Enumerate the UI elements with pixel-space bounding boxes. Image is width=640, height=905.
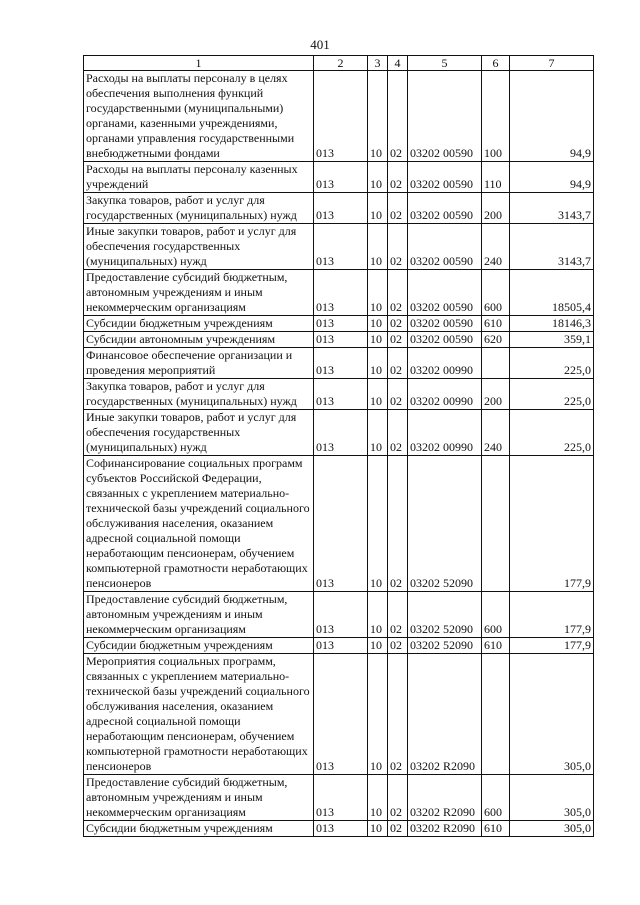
table-row [84,316,594,332]
row-csr-cell: 03202 00590 [408,224,482,270]
row-csr-cell: 03202 00590 [408,270,482,316]
row-ved-cell: 013 [314,348,368,379]
row-sum-cell: 94,9 [510,71,594,162]
row-ved-cell: 013 [314,775,368,821]
row-pr-cell: 02 [388,348,408,379]
row-csr-cell: 03202 R2090 [408,821,482,837]
row-ved-cell: 013 [314,270,368,316]
table-row [84,71,594,162]
row-name-cell: Субсидии бюджетным учреждениям [84,638,314,654]
row-sum-cell: 94,9 [510,162,594,193]
row-rz-cell: 10 [368,162,388,193]
row-vr-cell: 240 [482,224,510,270]
row-sum-cell: 225,0 [510,410,594,456]
row-rz-cell: 10 [368,410,388,456]
row-rz-cell: 10 [368,71,388,162]
row-name-cell: Финансовое обеспечение организации и проведения мероприятий [84,348,314,379]
row-vr-cell: 620 [482,332,510,348]
row-vr-cell [482,654,510,775]
row-rz-cell: 10 [368,193,388,224]
row-name-cell: Субсидии бюджетным учреждениям [84,316,314,332]
row-name-cell: Закупка товаров, работ и услуг для государственных (муниципальных) нужд [84,379,314,410]
row-vr-cell: 610 [482,316,510,332]
table-row [84,193,594,224]
row-name-cell: Иные закупки товаров, работ и услуг для обеспечения государственных (муниципальных) нужд [84,410,314,456]
row-ved-cell: 013 [314,456,368,592]
budget-table [83,55,594,837]
row-csr-cell: 03202 R2090 [408,654,482,775]
row-vr-cell: 610 [482,821,510,837]
row-sum-cell: 177,9 [510,456,594,592]
row-sum-cell: 177,9 [510,638,594,654]
row-rz-cell: 10 [368,638,388,654]
row-name-cell: Предоставление субсидий бюджетным, автономным учреждениям и иным некоммерческим организациям [84,775,314,821]
table-row [84,348,594,379]
column-header: 5 [408,56,482,71]
row-csr-cell: 03202 R2090 [408,775,482,821]
row-name-cell: Субсидии бюджетным учреждениям [84,821,314,837]
row-sum-cell: 305,0 [510,775,594,821]
row-sum-cell: 225,0 [510,348,594,379]
row-rz-cell: 10 [368,332,388,348]
row-ved-cell: 013 [314,332,368,348]
row-sum-cell: 177,9 [510,592,594,638]
row-csr-cell: 03202 52090 [408,592,482,638]
row-vr-cell: 200 [482,379,510,410]
table-row [84,821,594,837]
row-name-cell: Предоставление субсидий бюджетным, автономным учреждениям и иным некоммерческим организациям [84,592,314,638]
table-row [84,270,594,316]
row-name-cell: Закупка товаров, работ и услуг для государственных (муниципальных) нужд [84,193,314,224]
row-vr-cell: 110 [482,162,510,193]
row-vr-cell: 200 [482,193,510,224]
row-pr-cell: 02 [388,162,408,193]
column-header: 7 [510,56,594,71]
row-vr-cell: 240 [482,410,510,456]
row-vr-cell: 600 [482,592,510,638]
row-sum-cell: 3143,7 [510,193,594,224]
table-header-row [84,56,594,71]
column-header: 3 [368,56,388,71]
row-ved-cell: 013 [314,316,368,332]
row-sum-cell: 18505,4 [510,270,594,316]
row-pr-cell: 02 [388,410,408,456]
row-pr-cell: 02 [388,316,408,332]
table-row [84,332,594,348]
row-name-cell: Предоставление субсидий бюджетным, автономным учреждениям и иным некоммерческим организациям [84,270,314,316]
row-pr-cell: 02 [388,456,408,592]
row-rz-cell: 10 [368,775,388,821]
row-pr-cell: 02 [388,654,408,775]
row-vr-cell: 600 [482,270,510,316]
row-pr-cell: 02 [388,592,408,638]
row-csr-cell: 03202 52090 [408,638,482,654]
row-sum-cell: 359,1 [510,332,594,348]
column-header: 2 [314,56,368,71]
row-name-cell: Расходы на выплаты персоналу казенных учреждений [84,162,314,193]
row-csr-cell: 03202 00590 [408,316,482,332]
column-header: 4 [388,56,408,71]
row-pr-cell: 02 [388,638,408,654]
row-name-cell: Расходы на выплаты персоналу в целях обеспечения выполнения функций государственными (муниципальными) органами, казенными учреждениями, органами управления государственными внебюджетными фондами [84,71,314,162]
row-rz-cell: 10 [368,592,388,638]
row-vr-cell: 100 [482,71,510,162]
row-pr-cell: 02 [388,224,408,270]
row-sum-cell: 305,0 [510,654,594,775]
row-csr-cell: 03202 00990 [408,379,482,410]
row-pr-cell: 02 [388,775,408,821]
table-row [84,162,594,193]
row-ved-cell: 013 [314,592,368,638]
row-ved-cell: 013 [314,71,368,162]
row-pr-cell: 02 [388,193,408,224]
row-vr-cell: 600 [482,775,510,821]
table-row [84,592,594,638]
row-rz-cell: 10 [368,316,388,332]
column-header: 1 [84,56,314,71]
row-rz-cell: 10 [368,654,388,775]
row-ved-cell: 013 [314,821,368,837]
row-rz-cell: 10 [368,348,388,379]
row-vr-cell [482,348,510,379]
row-pr-cell: 02 [388,71,408,162]
row-name-cell: Мероприятия социальных программ, связанных с укреплением материально-технической базы учреждений социального обслуживания населения, оказанием адресной социальной помощи неработающим пенсионерам, обучением компьютерной грамотности неработающих пенсионеров [84,654,314,775]
row-rz-cell: 10 [368,224,388,270]
row-pr-cell: 02 [388,379,408,410]
row-pr-cell: 02 [388,332,408,348]
table-row [84,654,594,775]
row-pr-cell: 02 [388,821,408,837]
table-row [84,410,594,456]
row-rz-cell: 10 [368,270,388,316]
row-csr-cell: 03202 00990 [408,410,482,456]
row-rz-cell: 10 [368,379,388,410]
table-row [84,456,594,592]
row-name-cell: Субсидии автономным учреждениям [84,332,314,348]
table-row [84,224,594,270]
table-row [84,638,594,654]
row-csr-cell: 03202 00590 [408,162,482,193]
row-csr-cell: 03202 00590 [408,71,482,162]
page-number: 401 [310,37,330,52]
row-vr-cell: 610 [482,638,510,654]
row-sum-cell: 3143,7 [510,224,594,270]
row-rz-cell: 10 [368,456,388,592]
row-csr-cell: 03202 52090 [408,456,482,592]
row-pr-cell: 02 [388,270,408,316]
row-ved-cell: 013 [314,193,368,224]
row-ved-cell: 013 [314,410,368,456]
row-sum-cell: 305,0 [510,821,594,837]
table-row [84,775,594,821]
row-ved-cell: 013 [314,224,368,270]
row-sum-cell: 18146,3 [510,316,594,332]
row-ved-cell: 013 [314,654,368,775]
row-csr-cell: 03202 00990 [408,348,482,379]
row-ved-cell: 013 [314,638,368,654]
row-sum-cell: 225,0 [510,379,594,410]
column-header: 6 [482,56,510,71]
row-csr-cell: 03202 00590 [408,193,482,224]
row-ved-cell: 013 [314,162,368,193]
row-vr-cell [482,456,510,592]
row-csr-cell: 03202 00590 [408,332,482,348]
row-name-cell: Софинансирование социальных программ субъектов Российской Федерации, связанных с укреплением материально-технической базы учреждений социального обслуживания населения, оказанием адресной социальной помощи неработающим пенсионерам, обучением компьютерной грамотности неработающих пенсионеров [84,456,314,592]
row-ved-cell: 013 [314,379,368,410]
row-name-cell: Иные закупки товаров, работ и услуг для обеспечения государственных (муниципальных) нужд [84,224,314,270]
table-row [84,379,594,410]
row-rz-cell: 10 [368,821,388,837]
